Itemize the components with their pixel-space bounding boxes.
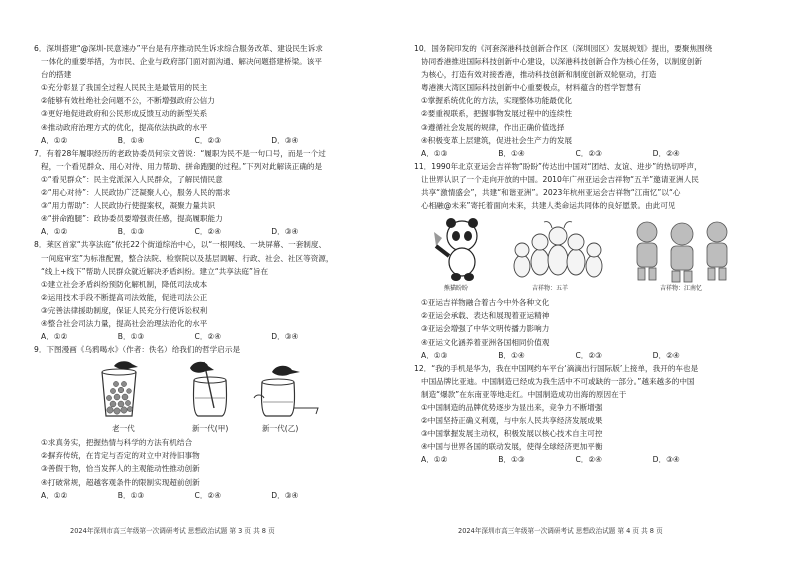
q6-option: ①充分彰显了我国全过程人民民主是最管用的民主 [41, 83, 208, 93]
q9-option: ③善假于物，恰当发挥人的主观能动性推动创新 [41, 464, 200, 474]
label-five-goats: 吉祥物：五羊 [532, 285, 569, 293]
q12-option: ②中国坚持正确义利观，与中东人民共享经济发展成果 [421, 416, 603, 426]
q6-option: ②能够有效杜绝社会问题不公，不断增强政府公信力 [41, 96, 215, 106]
q6-option: ③更好地促进政府和公民形成反馈互动的新型关系 [41, 109, 208, 119]
q12-option: ①中国制造的品牌优势逐步为显出来，竞争力不断增强 [421, 402, 603, 412]
q7-stem-line: 7．有着28年履职经历的老政协委员何宗文曾说：“履职为民不是一句口号，而是一个过 [34, 148, 326, 158]
choice-a: A．①③ [421, 148, 448, 158]
choice-a: A．①② [41, 227, 68, 237]
q6-choices [34, 134, 390, 147]
q10-stem-line: 10．国务院印发的《河套深港科技创新合作区（深圳园区）发展规划》提出，要聚焦围绕 [414, 44, 713, 53]
q10-choices [414, 147, 772, 160]
q10-option: ④积极变革上层建筑，促进社会生产力的发展 [421, 135, 573, 145]
question-12 [414, 362, 772, 467]
question-8 [34, 238, 390, 343]
q12-option: ④中国与世界各国的联动发展，使得全球经济更加平衡 [421, 442, 603, 452]
q12-stem-line: 制造“爆款”在东南亚等地走红。中国制造成功出海的原因在于 [421, 389, 627, 399]
choice-d: D．③④ [271, 490, 299, 500]
caption-new-generation-b: 新一代(乙) [262, 424, 299, 434]
crow-cartoon-illustration [94, 358, 324, 420]
question-11 [414, 160, 772, 362]
choice-b: B．①④ [498, 148, 525, 158]
q9-choices [34, 489, 390, 502]
q8-stem-line: 一间庭审室”为标准配置，整合法院、检察院以及基层调解、行政、社会、社区等资源， [41, 253, 334, 263]
q9-option: ①求真务实，把握热情与科学的方法有机结合 [41, 438, 193, 448]
q7-stem-line: 程，一个看见群众、用心对待、用力帮助、拼命跑腿的过程。”下列对此解读正确的是 [41, 161, 323, 171]
q7-option: ④“拼命跑腿”：政协委员要增强责任感，提高履职能力 [41, 214, 223, 224]
q10-option: ②要重视联系，把握事物发展过程中的连续性 [421, 109, 573, 119]
q8-stem-line: “线上+线下”帮助人民群众就近解决矛盾纠纷。建立“共享法庭”旨在 [41, 266, 269, 276]
question-10 [414, 42, 772, 160]
q12-stem-line: 12．“我的手机是华为，我在中国网约车平台‘滴滴出行国际版’上接单，我开的车也是 [414, 363, 699, 373]
panda-panpan-mascot [434, 218, 478, 281]
label-jiangnan-memories: 吉祥物：江南忆 [660, 285, 703, 293]
q6-stem-line: 一体化的重要举措，为市民、企业与政府部门面对面沟通、解决问题搭建桥梁。该平 [41, 57, 322, 67]
q10-stem-line: 协同香港推进国际科技创新中心建设，以深港科技创新合作为核心任务，以制度创新 [421, 57, 702, 67]
choice-a: A．①② [421, 455, 448, 465]
q11-stem-line: 共享“激情盛会”，共建“和谐亚洲”。2023年杭州亚运会吉祥物“江南忆”以“心 [421, 188, 681, 198]
q11-option: ④亚运文化涵养着亚洲各国相同价值观 [421, 337, 550, 347]
choice-d: D．③④ [271, 332, 299, 342]
q8-option: ③完善法律援助制度，保证人民充分行使诉讼权利 [41, 305, 208, 315]
old-generation-jar [102, 361, 138, 416]
choice-d: D．②④ [652, 148, 680, 158]
new-generation-a-jar [190, 362, 227, 416]
q6-option: ④推动政府治理方式的优化，提高依法执政的水平 [41, 122, 208, 132]
choice-c: C．②④ [194, 227, 222, 237]
choice-c: C．②③ [575, 350, 602, 360]
choice-d: D．②④ [652, 350, 680, 360]
footer-right: 2024年深圳市高三年级第一次调研考试 思想政治试题 第 4 页 共 8 页 [458, 527, 663, 535]
q11-option: ③亚运会增强了中华文明传播力影响力 [421, 324, 550, 334]
choice-a: A．①② [41, 135, 68, 145]
jiangnan-memories-mascots [637, 222, 727, 282]
choice-a: A．①② [41, 332, 68, 342]
q6-stem-line: 台的搭建 [41, 70, 72, 80]
question-9 [34, 343, 390, 502]
choice-c: C．②④ [575, 455, 602, 465]
five-goats-mascot [514, 222, 602, 277]
choice-a: A．①② [41, 490, 68, 500]
q10-stem-line: 粤港澳大湾区国际科技创新中心重要极点，材料蕴含的哲学智慧有 [421, 83, 642, 93]
q10-option: ③遵循社会发展的规律，作出正确价值选择 [421, 122, 565, 132]
caption-old-generation: 老一代 [112, 424, 135, 434]
q7-option: ②“用心对待”：人民政协广泛凝聚人心，服务人民的需求 [41, 188, 231, 198]
question-7 [34, 147, 390, 239]
choice-b: B．①④ [117, 135, 145, 145]
q11-stem-line: 11．1990年北京亚运会吉祥物“盼盼”传达出中国对“团结、友谊、进步”的热切呼声， [414, 161, 702, 171]
q8-option: ②运用技术手段不断提高司法效能，促进司法公正 [41, 292, 208, 302]
choice-c: C．②③ [194, 135, 222, 145]
q11-choices [414, 349, 772, 362]
choice-a: A．①③ [421, 350, 448, 360]
choice-c: C．②④ [194, 332, 222, 342]
choice-b: B．①③ [117, 490, 145, 500]
choice-b: B．①④ [498, 350, 525, 360]
crow-cartoon [34, 356, 390, 436]
q11-option: ①亚运吉祥物融合着古今中外各种文化 [421, 298, 550, 308]
left-column [34, 42, 390, 502]
right-column [414, 42, 772, 466]
new-generation-b-jar [254, 366, 318, 416]
q9-option: ④打破常规，超越客观条件的限制实现超前创新 [41, 477, 200, 487]
q12-stem-line: 中国品牌比亚迪。中国制造已经成为我生活中不可或缺的一部分。”越来越多的中国 [421, 376, 695, 386]
footer-left: 2024年深圳市高三年级第一次调研考试 思想政治试题 第 3 页 共 8 页 [70, 527, 275, 535]
q8-option: ④整合社会司法力量，提高社会治理法治化的水平 [41, 318, 208, 328]
q7-choices [34, 225, 390, 238]
mascot-illustration [414, 212, 772, 296]
choice-d: D．③④ [271, 227, 299, 237]
q7-option: ①“看见群众”：民主党派深入人民群众，了解民情民意 [41, 174, 223, 184]
q8-choices [34, 330, 390, 343]
caption-new-generation-a: 新一代(甲) [192, 424, 229, 434]
q11-stem-line: 让世界认识了一个走向开放的中国。2010年广州亚运会吉祥物“五羊”邀请亚洲人民 [421, 174, 699, 184]
q10-option: ①掌握系统优化的方法，实现整体功能最优化 [421, 96, 573, 106]
q9-option: ②摒弃传统，在肯定与否定的对立中对待旧事物 [41, 451, 200, 461]
q10-stem-line: 为核心，打造有效对接香港，推动科技创新和制度创新双轮驱动，打造 [421, 70, 657, 80]
choice-b: B．①③ [117, 332, 145, 342]
q11-stem-line: 心相融@未来”寄托着面向未来，共建人类命运共同体的良好愿景。由此可见 [421, 201, 676, 211]
q8-stem-line: 8．莱区首家“共享法庭”依托22个街道综治中心，以“一根网线、一块屏幕、一套制度、 [34, 240, 327, 250]
choice-b: B．①③ [117, 227, 145, 237]
q6-stem-line: 6．深圳搭建“@深圳-民意速办”平台是有序推动民生诉求综合服务改革、建设民生诉求 [34, 44, 323, 53]
q12-choices [414, 453, 772, 466]
q7-option: ③“用力帮助”：人民政协行使提案权，凝聚力量共识 [41, 201, 216, 211]
choice-c: C．②③ [575, 148, 602, 158]
choice-c: C．②④ [194, 490, 222, 500]
choice-d: D．③④ [271, 135, 299, 145]
mascot-drawings [432, 214, 752, 286]
q9-stem-line: 9．下图漫画《乌鸦喝水》（作者：佚名）给我们的哲学启示是 [34, 345, 241, 355]
choice-b: B．①③ [498, 455, 525, 465]
choice-d: D．③④ [652, 455, 680, 465]
question-6 [34, 42, 390, 147]
q12-option: ③中国掌握发展主动权，积极发展以核心技术自主可控 [421, 429, 603, 439]
label-panda-panpan: 熊猫盼盼 [444, 285, 469, 293]
q8-option: ①建立社会矛盾纠纷预防化解机制，降低司法成本 [41, 279, 208, 289]
q11-option: ②亚运会承载、表达和展现着亚运精神 [421, 311, 550, 321]
